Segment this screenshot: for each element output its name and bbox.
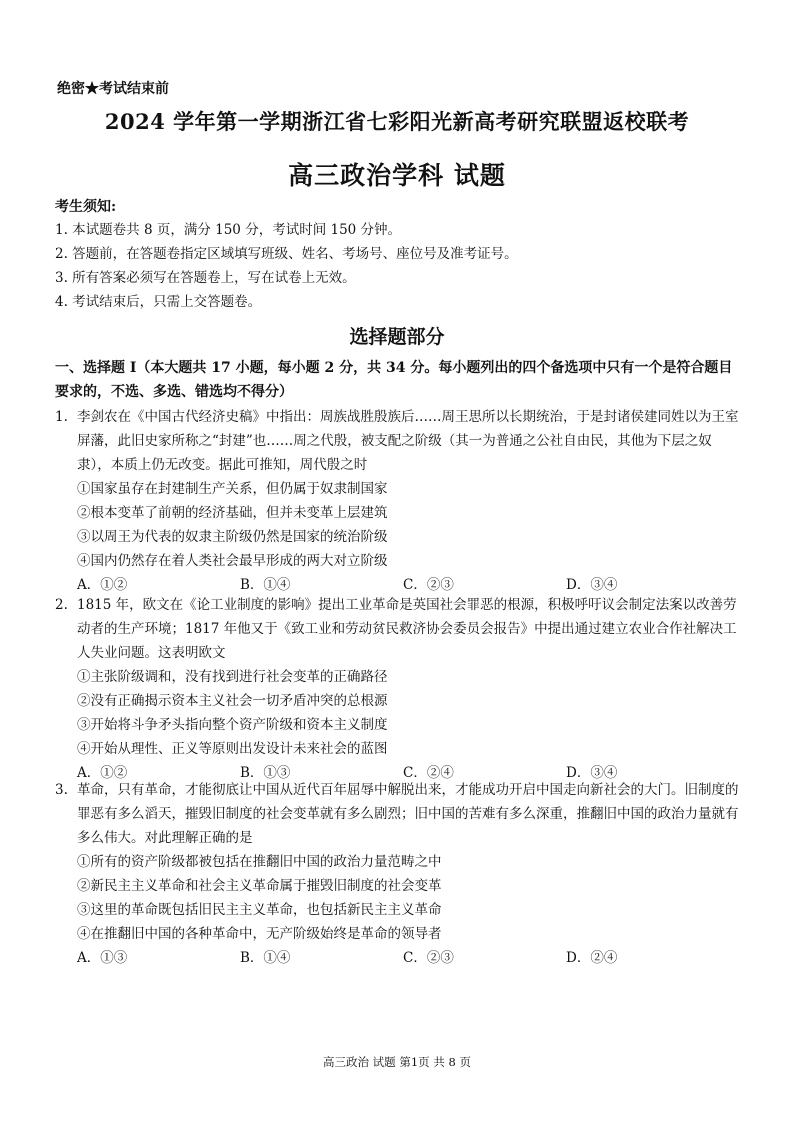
statement: ④开始从理性、正义等原则出发设计未来社会的蓝图: [77, 741, 388, 757]
statement: ②根本变革了前朝的经济基础，但并未变革上层建筑: [77, 505, 388, 521]
option-d: D．③④: [566, 765, 618, 781]
option-c: C．②③: [403, 577, 454, 593]
question-text: 革命，只有革命，才能彻底让中国从近代百年屈辱中解脱出来，才能成功开启中国走向新社会的大门。旧制度的罪恶有多么滔天，摧毁旧制度的社会变革就有多么剧烈；旧中国的苦难有多么深重，推翻旧中国的政治力量就有多么伟大。对此理解正确的是: [77, 782, 739, 846]
statement: ①国家虽存在封建制生产关系，但仍属于奴隶制国家: [77, 481, 388, 497]
notice-heading: 考生须知:: [55, 199, 117, 215]
statement: ①所有的资产阶级都被包括在推翻旧中国的政治力量范畴之中: [77, 854, 442, 870]
question-text: 1815 年，欧文在《论工业制度的影响》提出工业革命是英国社会罪恶的根源，积极呼吁议会制定法案以改善劳动者的生产环境；1817 年他又于《致工业和劳动贫民救济协会委员会报告》中提出通过建立农业合作社解决工人失业问题。这表明欧文: [77, 597, 737, 661]
statement: ②没有正确揭示资本主义社会一切矛盾冲突的总根源: [77, 693, 388, 709]
statement: ②新民主主义革命和社会主义革命属于摧毁旧制度的社会变革: [77, 878, 442, 894]
option-d: D．③④: [566, 577, 618, 593]
option-c: C．②③: [403, 950, 454, 966]
page-footer: 高三政治 试题 第1页 共 8 页: [323, 1055, 471, 1069]
statement: ③开始将斗争矛头指向整个资产阶级和资本主义制度: [77, 717, 388, 733]
exam-subtitle: 高三政治学科 试题: [288, 161, 506, 190]
statement: ④在推翻旧中国的各种革命中，无产阶级始终是革命的领导者: [77, 926, 442, 942]
question-number: 1.: [55, 409, 68, 425]
exam-title: 2024 学年第一学期浙江省七彩阳光新高考研究联盟返校联考: [104, 109, 690, 134]
candidate-notice: [55, 196, 745, 314]
statement: ③以周王为代表的奴隶主阶级仍然是国家的统治阶级: [77, 529, 388, 545]
option-a: A．①③: [77, 950, 128, 966]
question-text: 李剑农在《中国古代经济史稿》中指出：周族战胜殷族后……周王思所以长期统治，于是封诸侯建同姓以为王室屏藩，此旧史家所称之“封建”也……周之代殷，被支配之阶级（其一为普通之公社自由民，其他为下层之奴隶），本质上仍无改变。据此可推知，周代殷之时: [77, 409, 739, 473]
option-a: A．①②: [77, 765, 128, 781]
section-title: 选择题部分: [349, 326, 445, 348]
statement: ①主张阶级调和，没有找到进行社会变革的正确路径: [77, 669, 388, 685]
notice-item: 1. 本试题卷共 8 页，满分 150 分，考试时间 150 分钟。: [55, 222, 402, 238]
option-b: B．①④: [240, 950, 291, 966]
notice-item: 4. 考试结束后，只需上交答题卷。: [55, 294, 262, 310]
question-stem: [55, 405, 745, 477]
question-stem: [55, 778, 745, 850]
option-b: B．①④: [240, 577, 291, 593]
question-2: [55, 593, 745, 785]
option-d: D．②④: [566, 950, 618, 966]
part-heading: 一、选择题 I（本大题共 17 小题，每小题 2 分，共 34 分。每小题列出的四个备选项中只有一个是符合题目要求的，不选、多选、错选均不得分）: [55, 360, 733, 400]
question-number: 3.: [55, 782, 68, 798]
confidential-mark: 绝密★考试结束前: [57, 81, 169, 97]
question-1: [55, 405, 745, 597]
option-a: A．①②: [77, 577, 128, 593]
notice-item: 2. 答题前，在答题卷指定区域填写班级、姓名、考场号、座位号及准考证号。: [55, 246, 518, 262]
question-number: 2.: [55, 597, 68, 613]
option-b: B．①③: [240, 765, 291, 781]
notice-item: 3. 所有答案必须写在答题卷上，写在试卷上无效。: [55, 270, 356, 286]
statement: ④国内仍然存在着人类社会最早形成的两大对立阶级: [77, 553, 388, 569]
question-stem: [55, 593, 745, 665]
option-c: C．②④: [403, 765, 454, 781]
question-3: [55, 778, 745, 970]
statement: ③这里的革命既包括旧民主主义革命，也包括新民主主义革命: [77, 902, 442, 918]
answer-options: [55, 946, 745, 970]
